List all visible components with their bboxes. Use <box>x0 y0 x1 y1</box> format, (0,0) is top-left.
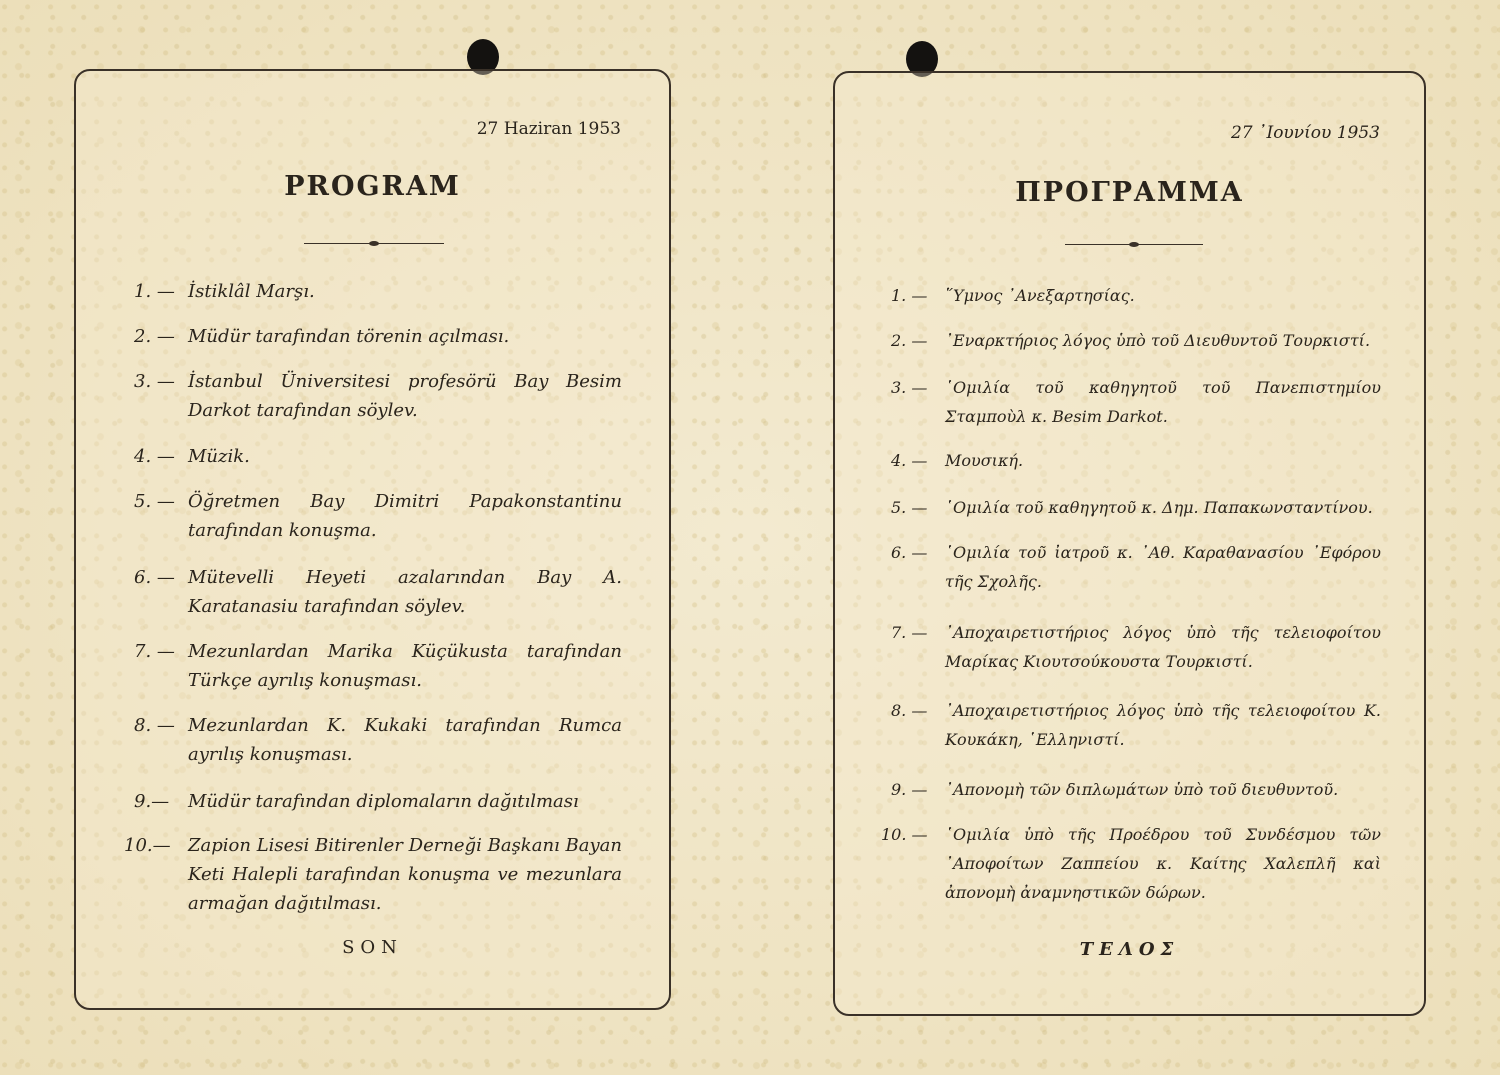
item-text: ῾Ομιλία τοῦ καθηγητοῦ τοῦ Πανεπιστημίου Σταμποὺλ κ. Besim Darkot. <box>945 378 1381 426</box>
list-item <box>134 442 622 471</box>
item-text: ᾿Αποχαιρετιστήριος λόγος ὑπὸ τῆς τελειοφοίτου Κ. Κουκάκη, ῾Ελληνιστί. <box>945 701 1381 749</box>
date-turkish: 27 Haziran 1953 <box>476 119 621 139</box>
item-text: Mezunlardan K. Kukaki tarafından Rumca ayrılış konuşması. <box>188 715 622 765</box>
item-text: İstanbul Üniversitesi profesörü Bay Besim Darkot tarafından söylev. <box>188 371 622 421</box>
list-item <box>134 637 622 695</box>
item-text: Müdür tarafından törenin açılması. <box>188 326 510 347</box>
item-text: Müdür tarafından diplomaların dağıtılması <box>188 791 579 812</box>
list-item <box>124 831 622 918</box>
ornament-divider <box>304 243 444 244</box>
item-number: 7. — <box>891 623 928 642</box>
list-item <box>881 820 1381 907</box>
item-number: 9.— <box>134 791 170 812</box>
list-item <box>134 367 622 425</box>
item-number: 5. — <box>134 491 175 512</box>
list-item <box>891 538 1381 596</box>
item-text: Μουσική. <box>945 451 1024 470</box>
item-number: 4. — <box>134 446 175 467</box>
item-number: 4. — <box>891 451 928 470</box>
list-item <box>134 563 622 621</box>
ornament-divider <box>1065 244 1203 245</box>
item-number: 6. — <box>134 567 175 588</box>
list-item <box>891 281 1381 310</box>
list-item <box>134 711 622 769</box>
item-number: 3. — <box>134 371 175 392</box>
list-item <box>891 618 1381 676</box>
item-text: Zapion Lisesi Bitirenler Derneği Başkanı Bayan Keti Halepli tarafından konuşma ve mezunlara armağan dağıtılması. <box>188 835 622 914</box>
page-title-greek: ΠΡΟΓΡΑΜΜΑ <box>1015 177 1244 208</box>
item-text: ῾Ομιλία τοῦ καθηγητοῦ κ. Δημ. Παπακωνσταντίνου. <box>945 498 1373 517</box>
item-text: ῾Ομιλία τοῦ ἰατροῦ κ. ᾿Αθ. Καραθανασίου ᾿Εφόρου τῆς Σχολῆς. <box>945 543 1381 591</box>
item-number: 6. — <box>891 543 928 562</box>
closing-text-greek: ΤΕΛΟΣ <box>1079 939 1180 960</box>
list-item <box>891 696 1381 754</box>
item-number: 8. — <box>891 701 928 720</box>
date-greek: 27 ᾿Ιουνίου 1953 <box>1230 123 1380 143</box>
item-number: 7. — <box>134 641 175 662</box>
item-text: ῞Υμνος ᾿Ανεξαρτησίας. <box>945 286 1135 305</box>
program-panel-turkish <box>74 69 671 1010</box>
list-item <box>891 373 1381 431</box>
closing-text-turkish: SON <box>342 937 403 958</box>
list-item <box>134 322 622 351</box>
item-number: 2. — <box>134 326 175 347</box>
item-text: ᾿Αποχαιρετιστήριος λόγος ὑπὸ τῆς τελειοφοίτου Μαρίκας Κιουτσούκουστα Τουρκιστί. <box>945 623 1381 671</box>
list-item <box>134 787 622 816</box>
item-number: 2. — <box>891 331 928 350</box>
item-number: 8. — <box>134 715 175 736</box>
list-item <box>134 277 622 306</box>
item-number: 10. — <box>881 825 928 844</box>
item-text: ῾Ομιλία ὑπὸ τῆς Προέδρου τοῦ Συνδέσμου τῶν ᾿Αποφοίτων Ζαππείου κ. Καίτης Χαλεπλῆ καὶ ἀπονομὴ ἀναμνηστικῶν δώρων. <box>945 825 1381 902</box>
list-item <box>891 775 1381 804</box>
item-text: ᾿Απονομὴ τῶν διπλωμάτων ὑπὸ τοῦ διευθυντοῦ. <box>945 780 1339 799</box>
item-number: 5. — <box>891 498 928 517</box>
item-number: 9. — <box>891 780 928 799</box>
list-item <box>891 326 1381 355</box>
item-number: 1. — <box>134 281 175 302</box>
list-item <box>134 487 622 545</box>
item-text: Mütevelli Heyeti azalarından Bay A. Karatanasiu tarafından söylev. <box>188 567 622 617</box>
item-number: 1. — <box>891 286 928 305</box>
list-item <box>891 493 1381 522</box>
item-text: İstiklâl Marşı. <box>188 281 315 302</box>
program-panel-greek <box>833 71 1426 1016</box>
item-text: Öğretmen Bay Dimitri Papakonstantinu tarafından konuşma. <box>188 491 622 541</box>
list-item <box>891 446 1381 475</box>
item-number: 3. — <box>891 378 928 397</box>
item-text: ᾿Εναρκτήριος λόγος ὑπὸ τοῦ Διευθυντοῦ Τουρκιστί. <box>945 331 1371 350</box>
item-number: 10.— <box>124 835 171 856</box>
item-text: Müzik. <box>188 446 250 467</box>
page-title-turkish: PROGRAM <box>284 171 461 202</box>
item-text: Mezunlardan Marika Küçükusta tarafından Türkçe ayrılış konuşması. <box>188 641 622 691</box>
